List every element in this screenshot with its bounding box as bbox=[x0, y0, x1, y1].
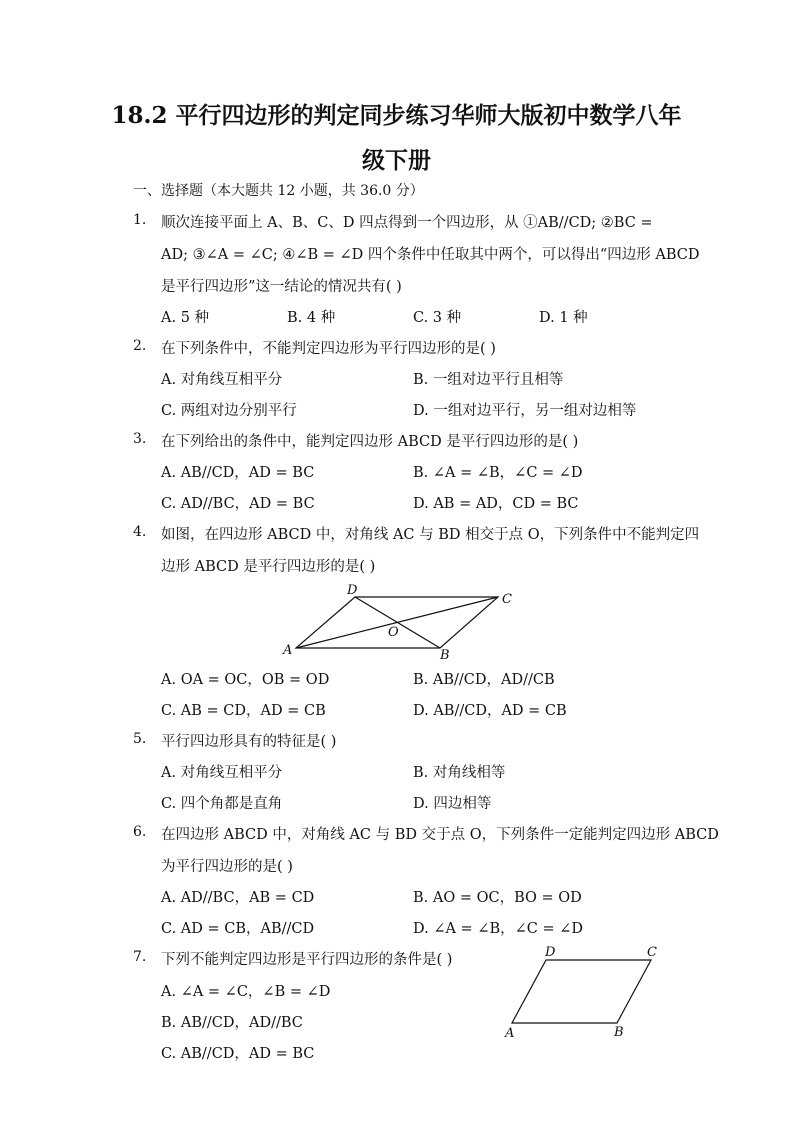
question-text-line: 下列不能判定四边形是平行四边形的条件是( ) bbox=[161, 952, 453, 968]
question-text-line: 在下列给出的条件中，能判定四边形 ABCD 是平行四边形的是( ) bbox=[161, 434, 579, 450]
option-b: B. AB//CD，AD//CB bbox=[413, 672, 555, 688]
option-d: D. ∠A = ∠B，∠C = ∠D bbox=[413, 921, 584, 937]
label-a: A bbox=[505, 1026, 515, 1041]
page-title-line-1: 18.2 平行四边形的判定同步练习华师大版初中数学八年 bbox=[111, 102, 682, 129]
question-text-line: 在下列条件中，不能判定四边形为平行四边形的是( ) bbox=[161, 341, 496, 357]
option-d: D. AB = AD，CD = BC bbox=[413, 496, 579, 512]
question-text-line: 顺次连接平面上 A、B、C、D 四点得到一个四边形，从 ①AB//CD; ②BC = bbox=[161, 215, 653, 231]
label-b: B bbox=[614, 1025, 624, 1040]
question-text-line: 为平行四边形的是( ) bbox=[161, 859, 293, 875]
option-a: A. ∠A = ∠C，∠B = ∠D bbox=[161, 984, 331, 1000]
option-b: B. 4 种 bbox=[287, 310, 336, 326]
parallelogram-outline bbox=[512, 960, 651, 1023]
label-c: C bbox=[647, 945, 657, 960]
option-d: D. 一组对边平行，另一组对边相等 bbox=[413, 403, 637, 419]
option-c: C. 3 种 bbox=[413, 310, 462, 326]
option-c: C. AB//CD，AD = BC bbox=[161, 1046, 315, 1062]
question-text-line: AD; ③∠A = ∠C; ④∠B = ∠D 四个条件中任取其中两个，可以得出“四边形 ABCD bbox=[161, 247, 700, 263]
label-b: B bbox=[440, 648, 450, 663]
option-c: C. AD = CB，AB//CD bbox=[161, 921, 315, 937]
label-c: C bbox=[502, 592, 512, 607]
question-number: 6. bbox=[133, 824, 147, 840]
page-title-line-2: 级下册 bbox=[362, 147, 431, 174]
section-header: 一、选择题（本大题共 12 小题，共 36.0 分） bbox=[133, 183, 424, 199]
option-a: A. AB//CD，AD = BC bbox=[161, 465, 315, 481]
question-number: 2. bbox=[133, 338, 147, 354]
question-text-line: 边形 ABCD 是平行四边形的是( ) bbox=[161, 559, 376, 575]
label-d: D bbox=[545, 945, 556, 960]
option-a: A. 对角线互相平分 bbox=[161, 765, 283, 781]
question-number: 4. bbox=[133, 524, 147, 540]
option-a: A. 5 种 bbox=[161, 310, 210, 326]
question-number: 3. bbox=[133, 431, 147, 447]
option-d: D. AB//CD，AD = CB bbox=[413, 703, 567, 719]
option-b: B. 一组对边平行且相等 bbox=[413, 372, 564, 388]
option-c: C. 两组对边分别平行 bbox=[161, 403, 297, 419]
question-text-line: 如图，在四边形 ABCD 中，对角线 AC 与 BD 相交于点 O，下列条件中不能判定四 bbox=[161, 527, 700, 543]
option-c: C. 四个角都是直角 bbox=[161, 796, 283, 812]
option-b: B. 对角线相等 bbox=[413, 765, 506, 781]
option-d: D. 四边相等 bbox=[413, 796, 492, 812]
option-a: A. AD//BC，AB = CD bbox=[161, 890, 315, 906]
label-o: O bbox=[388, 625, 399, 640]
question-number: 5. bbox=[133, 731, 147, 747]
option-b: B. ∠A = ∠B，∠C = ∠D bbox=[413, 465, 583, 481]
label-a: A bbox=[283, 643, 293, 658]
option-b: B. AO = OC，BO = OD bbox=[413, 890, 582, 906]
option-c: C. AD//BC，AD = BC bbox=[161, 496, 315, 512]
option-d: D. 1 种 bbox=[539, 310, 588, 326]
question-number: 1. bbox=[133, 212, 147, 228]
option-a: A. 对角线互相平分 bbox=[161, 372, 283, 388]
question-text-line: 平行四边形具有的特征是( ) bbox=[161, 734, 337, 750]
option-b: B. AB//CD，AD//BC bbox=[161, 1015, 303, 1031]
option-c: C. AB = CD，AD = CB bbox=[161, 703, 326, 719]
question-number: 7. bbox=[133, 949, 147, 965]
question-text-line: 是平行四边形”这一结论的情况共有( ) bbox=[161, 279, 402, 295]
label-d: D bbox=[347, 583, 358, 598]
question-text-line: 在四边形 ABCD 中，对角线 AC 与 BD 交于点 O，下列条件一定能判定四边形 ABCD bbox=[161, 827, 719, 843]
option-a: A. OA = OC，OB = OD bbox=[161, 672, 330, 688]
